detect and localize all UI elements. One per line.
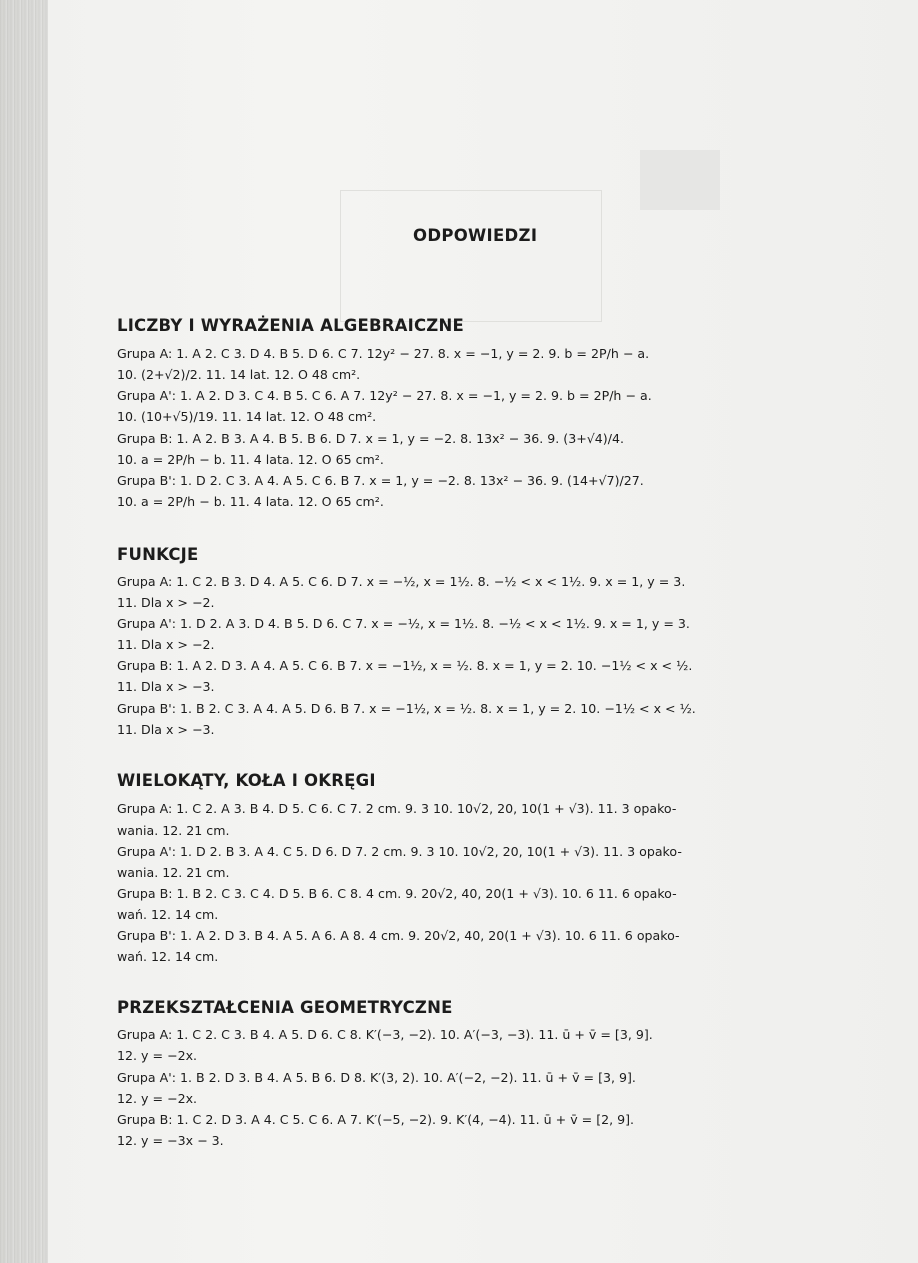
answer-line: 10. (10+√5)/19. 11. 14 lat. 12. O 48 cm².: [117, 409, 377, 424]
answer-line: 10. a = 2P/h − b. 11. 4 lata. 12. O 65 cm².: [117, 452, 384, 467]
answer-line: Grupa A': 1. B 2. D 3. B 4. A 5. B 6. D 8. K′(3, 2). 10. A′(−2, −2). 11. ū + v̄ = [3, 9].: [117, 1070, 636, 1085]
section-title-funkcje: FUNKCJE: [117, 545, 199, 564]
answer-line: Grupa A: 1. C 2. C 3. B 4. A 5. D 6. C 8. K′(−3, −2). 10. A′(−3, −3). 11. ū + v̄ = [3, 9].: [117, 1027, 653, 1042]
answer-line: Grupa A': 1. D 2. B 3. A 4. C 5. D 6. D 7. 2 cm. 9. 3 10. 10√2, 20, 10(1 + √3). 11. 3 opako-: [117, 844, 682, 859]
bleed-through-shade: [340, 190, 602, 322]
answer-line: Grupa B': 1. B 2. C 3. A 4. A 5. D 6. B 7. x = −1½, x = ½. 8. x = 1, y = 2. 10. −1½ < x < ½.: [117, 701, 696, 716]
answer-line: wania. 12. 21 cm.: [117, 865, 230, 880]
answer-line: 10. (2+√2)/2. 11. 14 lat. 12. O 48 cm².: [117, 367, 361, 382]
answer-line: 11. Dla x > −3.: [117, 722, 215, 737]
answer-line: Grupa A': 1. D 2. A 3. D 4. B 5. D 6. C 7. x = −½, x = 1½. 8. −½ < x < 1½. 9. x = 1, y = 3.: [117, 616, 690, 631]
section-title-liczby: LICZBY I WYRAŻENIA ALGEBRAICZNE: [117, 316, 464, 335]
section-title-przeksztalcenia: PRZEKSZTAŁCENIA GEOMETRYCZNE: [117, 998, 453, 1017]
bleed-through-shade: [640, 150, 720, 210]
answer-line: Grupa A: 1. C 2. B 3. D 4. A 5. C 6. D 7. x = −½, x = 1½. 8. −½ < x < 1½. 9. x = 1, y = 3.: [117, 574, 686, 589]
answer-line: 10. a = 2P/h − b. 11. 4 lata. 12. O 65 cm².: [117, 494, 384, 509]
answer-line: Grupa B': 1. D 2. C 3. A 4. A 5. C 6. B 7. x = 1, y = −2. 8. 13x² − 36. 9. (14+√7)/27.: [117, 473, 644, 488]
answer-line: 11. Dla x > −2.: [117, 595, 215, 610]
book-binding-edge: [0, 0, 48, 1263]
answer-line: Grupa B: 1. A 2. D 3. A 4. A 5. C 6. B 7. x = −1½, x = ½. 8. x = 1, y = 2. 10. −1½ < x < ½.: [117, 658, 693, 673]
answer-line: 11. Dla x > −3.: [117, 679, 215, 694]
answer-line: Grupa B: 1. C 2. D 3. A 4. C 5. C 6. A 7. K′(−5, −2). 9. K′(4, −4). 11. ū + v̄ = [2, 9].: [117, 1112, 635, 1127]
answer-line: Grupa A': 1. A 2. D 3. C 4. B 5. C 6. A 7. 12y² − 27. 8. x = −1, y = 2. 9. b = 2P/h − a.: [117, 388, 652, 403]
answer-line: 11. Dla x > −2.: [117, 637, 215, 652]
answer-line: Grupa A: 1. C 2. A 3. B 4. D 5. C 6. C 7. 2 cm. 9. 3 10. 10√2, 20, 10(1 + √3). 11. 3 opako-: [117, 801, 677, 816]
answer-line: 12. y = −3x − 3.: [117, 1133, 224, 1148]
answer-line: wań. 12. 14 cm.: [117, 907, 219, 922]
answer-line: 12. y = −2x.: [117, 1048, 198, 1063]
answer-line: wań. 12. 14 cm.: [117, 949, 219, 964]
answer-line: Grupa B: 1. B 2. C 3. C 4. D 5. B 6. C 8. 4 cm. 9. 20√2, 40, 20(1 + √3). 10. 6 11. 6 opako-: [117, 886, 677, 901]
answer-line: Grupa B': 1. A 2. D 3. B 4. A 5. A 6. A 8. 4 cm. 9. 20√2, 40, 20(1 + √3). 10. 6 11. 6 opako-: [117, 928, 680, 943]
answer-line: Grupa A: 1. A 2. C 3. D 4. B 5. D 6. C 7. 12y² − 27. 8. x = −1, y = 2. 9. b = 2P/h − a.: [117, 346, 650, 361]
page-title: ODPOWIEDZI: [413, 226, 538, 245]
answer-line: 12. y = −2x.: [117, 1091, 198, 1106]
answer-line: Grupa B: 1. A 2. B 3. A 4. B 5. B 6. D 7. x = 1, y = −2. 8. 13x² − 36. 9. (3+√4)/4.: [117, 431, 624, 446]
answer-line: wania. 12. 21 cm.: [117, 823, 230, 838]
section-title-wielokaty: WIELOKĄTY, KOŁA I OKRĘGI: [117, 771, 376, 790]
